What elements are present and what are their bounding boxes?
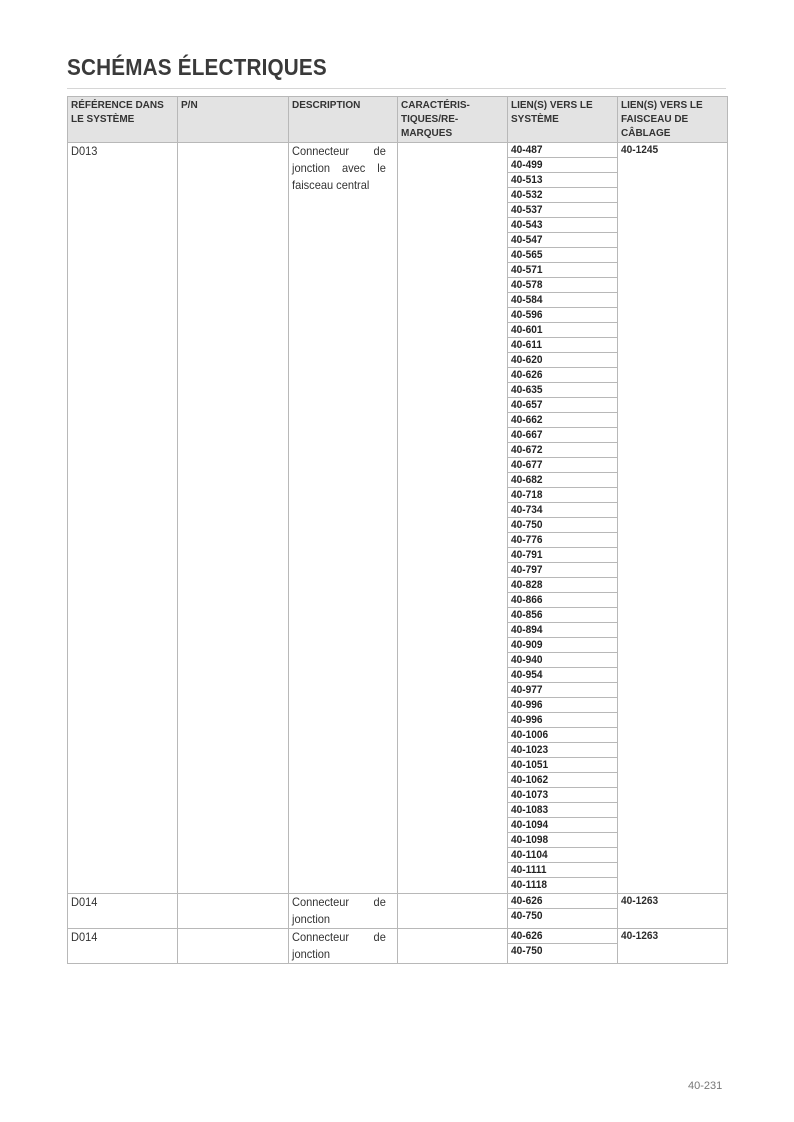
system-link[interactable] — [508, 323, 617, 338]
system-link-text: 40-1083 — [511, 804, 549, 816]
system-links-cell — [508, 894, 618, 929]
header-harness-links — [618, 97, 728, 143]
system-link-text: 40-532 — [511, 189, 543, 201]
system-link[interactable] — [508, 443, 617, 458]
system-link[interactable] — [508, 713, 617, 728]
harness-link[interactable]: 40-1263 — [621, 895, 659, 907]
system-link-text: 40-571 — [511, 264, 543, 276]
table-body — [68, 143, 728, 964]
description-cell — [289, 894, 398, 929]
system-link[interactable] — [508, 278, 617, 293]
system-link-text: 40-866 — [511, 594, 543, 606]
system-link[interactable] — [508, 188, 617, 203]
table-row — [68, 894, 728, 929]
system-link-text: 40-996 — [511, 699, 543, 711]
page-number: 40-231 — [688, 1080, 723, 1092]
system-link[interactable] — [508, 263, 617, 278]
system-link-text: 40-543 — [511, 219, 543, 231]
system-link[interactable] — [508, 803, 617, 818]
header-line: LE SYSTÈME — [71, 114, 135, 125]
system-link-text: 40-499 — [511, 159, 543, 171]
system-link[interactable] — [508, 944, 617, 959]
system-link-text: 40-677 — [511, 459, 543, 471]
system-link-text: 40-620 — [511, 354, 543, 366]
system-link-text: 40-487 — [511, 144, 543, 156]
description-cell-text: Connecteur de jonction — [292, 895, 386, 926]
system-link-text: 40-1073 — [511, 789, 549, 801]
system-link-text: 40-537 — [511, 204, 543, 216]
system-link-text: 40-750 — [511, 519, 543, 531]
system-link[interactable] — [508, 548, 617, 563]
pn-cell — [178, 143, 289, 894]
system-link-text: 40-513 — [511, 174, 543, 186]
header-description — [289, 97, 398, 143]
header-line: CARACTÉRIS- — [401, 100, 470, 111]
system-link[interactable] — [508, 173, 617, 188]
system-link[interactable] — [508, 218, 617, 233]
system-link-text: 40-718 — [511, 489, 543, 501]
system-link-text: 40-626 — [511, 895, 543, 907]
header-pn — [178, 97, 289, 143]
system-link-text: 40-682 — [511, 474, 543, 486]
system-link-text: 40-667 — [511, 429, 543, 441]
system-link-text: 40-1111 — [511, 864, 547, 876]
header-line: DESCRIPTION — [292, 100, 361, 111]
system-link-text: 40-977 — [511, 684, 543, 696]
system-link[interactable] — [508, 668, 617, 683]
description-cell-text: Connecteur de jonction avec le faisceau central — [292, 144, 386, 192]
header-system-links — [508, 97, 618, 143]
description-cell-text: Connecteur de jonction — [292, 930, 386, 961]
system-link[interactable] — [508, 593, 617, 608]
pn-cell — [178, 929, 289, 964]
system-link[interactable] — [508, 413, 617, 428]
table-row — [68, 929, 728, 964]
system-link[interactable] — [508, 233, 617, 248]
system-link[interactable] — [508, 308, 617, 323]
header-line: MARQUES — [401, 128, 453, 139]
system-link[interactable] — [508, 398, 617, 413]
system-link[interactable] — [508, 833, 617, 848]
system-link-text: 40-1098 — [511, 834, 549, 846]
system-link[interactable] — [508, 848, 617, 863]
header-line: RÉFÉRENCE DANS — [71, 100, 164, 111]
system-link-text: 40-611 — [511, 339, 542, 351]
system-link[interactable] — [508, 353, 617, 368]
header-line: LIEN(S) VERS LE — [621, 100, 703, 111]
system-link[interactable] — [508, 818, 617, 833]
system-link-text: 40-672 — [511, 444, 543, 456]
reference-cell — [68, 894, 178, 929]
harness-links-cell — [618, 894, 728, 929]
table-header — [68, 97, 728, 143]
system-link[interactable] — [508, 293, 617, 308]
system-link[interactable] — [508, 518, 617, 533]
header-remarks — [398, 97, 508, 143]
system-link[interactable] — [508, 698, 617, 713]
header-row — [68, 97, 728, 143]
reference-cell-text: D014 — [71, 895, 98, 909]
system-link-text: 40-547 — [511, 234, 543, 246]
description-cell — [289, 143, 398, 894]
system-link[interactable] — [508, 653, 617, 668]
system-link-text: 40-1062 — [511, 774, 549, 786]
harness-links-cell — [618, 143, 728, 894]
header-line: FAISCEAU DE — [621, 114, 689, 125]
system-link-text: 40-954 — [511, 669, 543, 681]
system-link[interactable] — [508, 623, 617, 638]
system-link-text: 40-626 — [511, 930, 543, 942]
system-link[interactable] — [508, 728, 617, 743]
system-link-text: 40-828 — [511, 579, 543, 591]
system-link[interactable] — [508, 683, 617, 698]
system-link[interactable] — [508, 563, 617, 578]
system-link[interactable] — [508, 743, 617, 758]
wiring-table — [67, 96, 728, 964]
header-line: SYSTÈME — [511, 114, 559, 125]
header-reference — [68, 97, 178, 143]
remarks-cell — [398, 143, 508, 894]
system-link[interactable] — [508, 338, 617, 353]
system-link[interactable] — [508, 894, 617, 909]
system-link[interactable] — [508, 143, 617, 158]
system-link-text: 40-750 — [511, 945, 543, 957]
header-line: P/N — [181, 100, 198, 111]
system-link-text: 40-909 — [511, 639, 543, 651]
header-line: CÂBLAGE — [621, 128, 671, 139]
reference-cell-text: D014 — [71, 930, 98, 944]
system-link[interactable] — [508, 503, 617, 518]
system-link-text: 40-996 — [511, 714, 543, 726]
system-links-cell — [508, 929, 618, 964]
header-line: TIQUES/RE- — [401, 114, 459, 125]
system-link[interactable] — [508, 788, 617, 803]
system-link-text: 40-734 — [511, 504, 543, 516]
system-link-text: 40-894 — [511, 624, 543, 636]
system-link-text: 40-662 — [511, 414, 543, 426]
reference-cell-text: D013 — [71, 144, 98, 158]
page-title: SCHÉMAS ÉLECTRIQUES — [67, 54, 327, 80]
system-link-text: 40-1104 — [511, 849, 548, 861]
system-link[interactable] — [508, 428, 617, 443]
system-link-text: 40-657 — [511, 399, 543, 411]
system-link-text: 40-856 — [511, 609, 543, 621]
system-link-text: 40-578 — [511, 279, 543, 291]
harness-links-cell — [618, 929, 728, 964]
header-line: LIEN(S) VERS LE — [511, 100, 593, 111]
system-link[interactable] — [508, 158, 617, 173]
remarks-cell — [398, 894, 508, 929]
system-link-text: 40-1118 — [511, 879, 548, 891]
system-link-text: 40-1006 — [511, 729, 549, 741]
system-link-text: 40-1094 — [511, 819, 549, 831]
system-link-text: 40-1051 — [511, 759, 549, 771]
system-link[interactable] — [508, 458, 617, 473]
system-link-text: 40-797 — [511, 564, 543, 576]
system-links-cell — [508, 143, 618, 894]
harness-link[interactable]: 40-1245 — [621, 144, 659, 156]
system-link[interactable] — [508, 929, 617, 944]
system-link[interactable] — [508, 773, 617, 788]
system-link[interactable] — [508, 758, 617, 773]
system-link[interactable] — [508, 638, 617, 653]
remarks-cell — [398, 929, 508, 964]
system-link[interactable] — [508, 368, 617, 383]
system-link[interactable] — [508, 863, 617, 878]
pn-cell — [178, 894, 289, 929]
system-link-text: 40-750 — [511, 910, 543, 922]
system-link[interactable] — [508, 248, 617, 263]
system-link-text: 40-596 — [511, 309, 543, 321]
system-link-text: 40-601 — [511, 324, 543, 336]
system-link[interactable] — [508, 608, 617, 623]
system-link-text: 40-584 — [511, 294, 543, 306]
system-link[interactable] — [508, 578, 617, 593]
harness-link[interactable]: 40-1263 — [621, 930, 659, 942]
system-link-text: 40-791 — [511, 549, 543, 561]
title-divider — [67, 88, 726, 89]
system-link[interactable] — [508, 878, 617, 893]
system-link-text: 40-776 — [511, 534, 543, 546]
system-link[interactable] — [508, 383, 617, 398]
description-cell — [289, 929, 398, 964]
system-link-text: 40-565 — [511, 249, 543, 261]
system-link-text: 40-626 — [511, 369, 543, 381]
system-link[interactable] — [508, 473, 617, 488]
system-link[interactable] — [508, 488, 617, 503]
system-link[interactable] — [508, 909, 617, 924]
system-link-text: 40-1023 — [511, 744, 549, 756]
reference-cell — [68, 143, 178, 894]
system-link-text: 40-940 — [511, 654, 543, 666]
system-link[interactable] — [508, 533, 617, 548]
system-link-text: 40-635 — [511, 384, 543, 396]
system-link[interactable] — [508, 203, 617, 218]
reference-cell — [68, 929, 178, 964]
table-row — [68, 143, 728, 894]
